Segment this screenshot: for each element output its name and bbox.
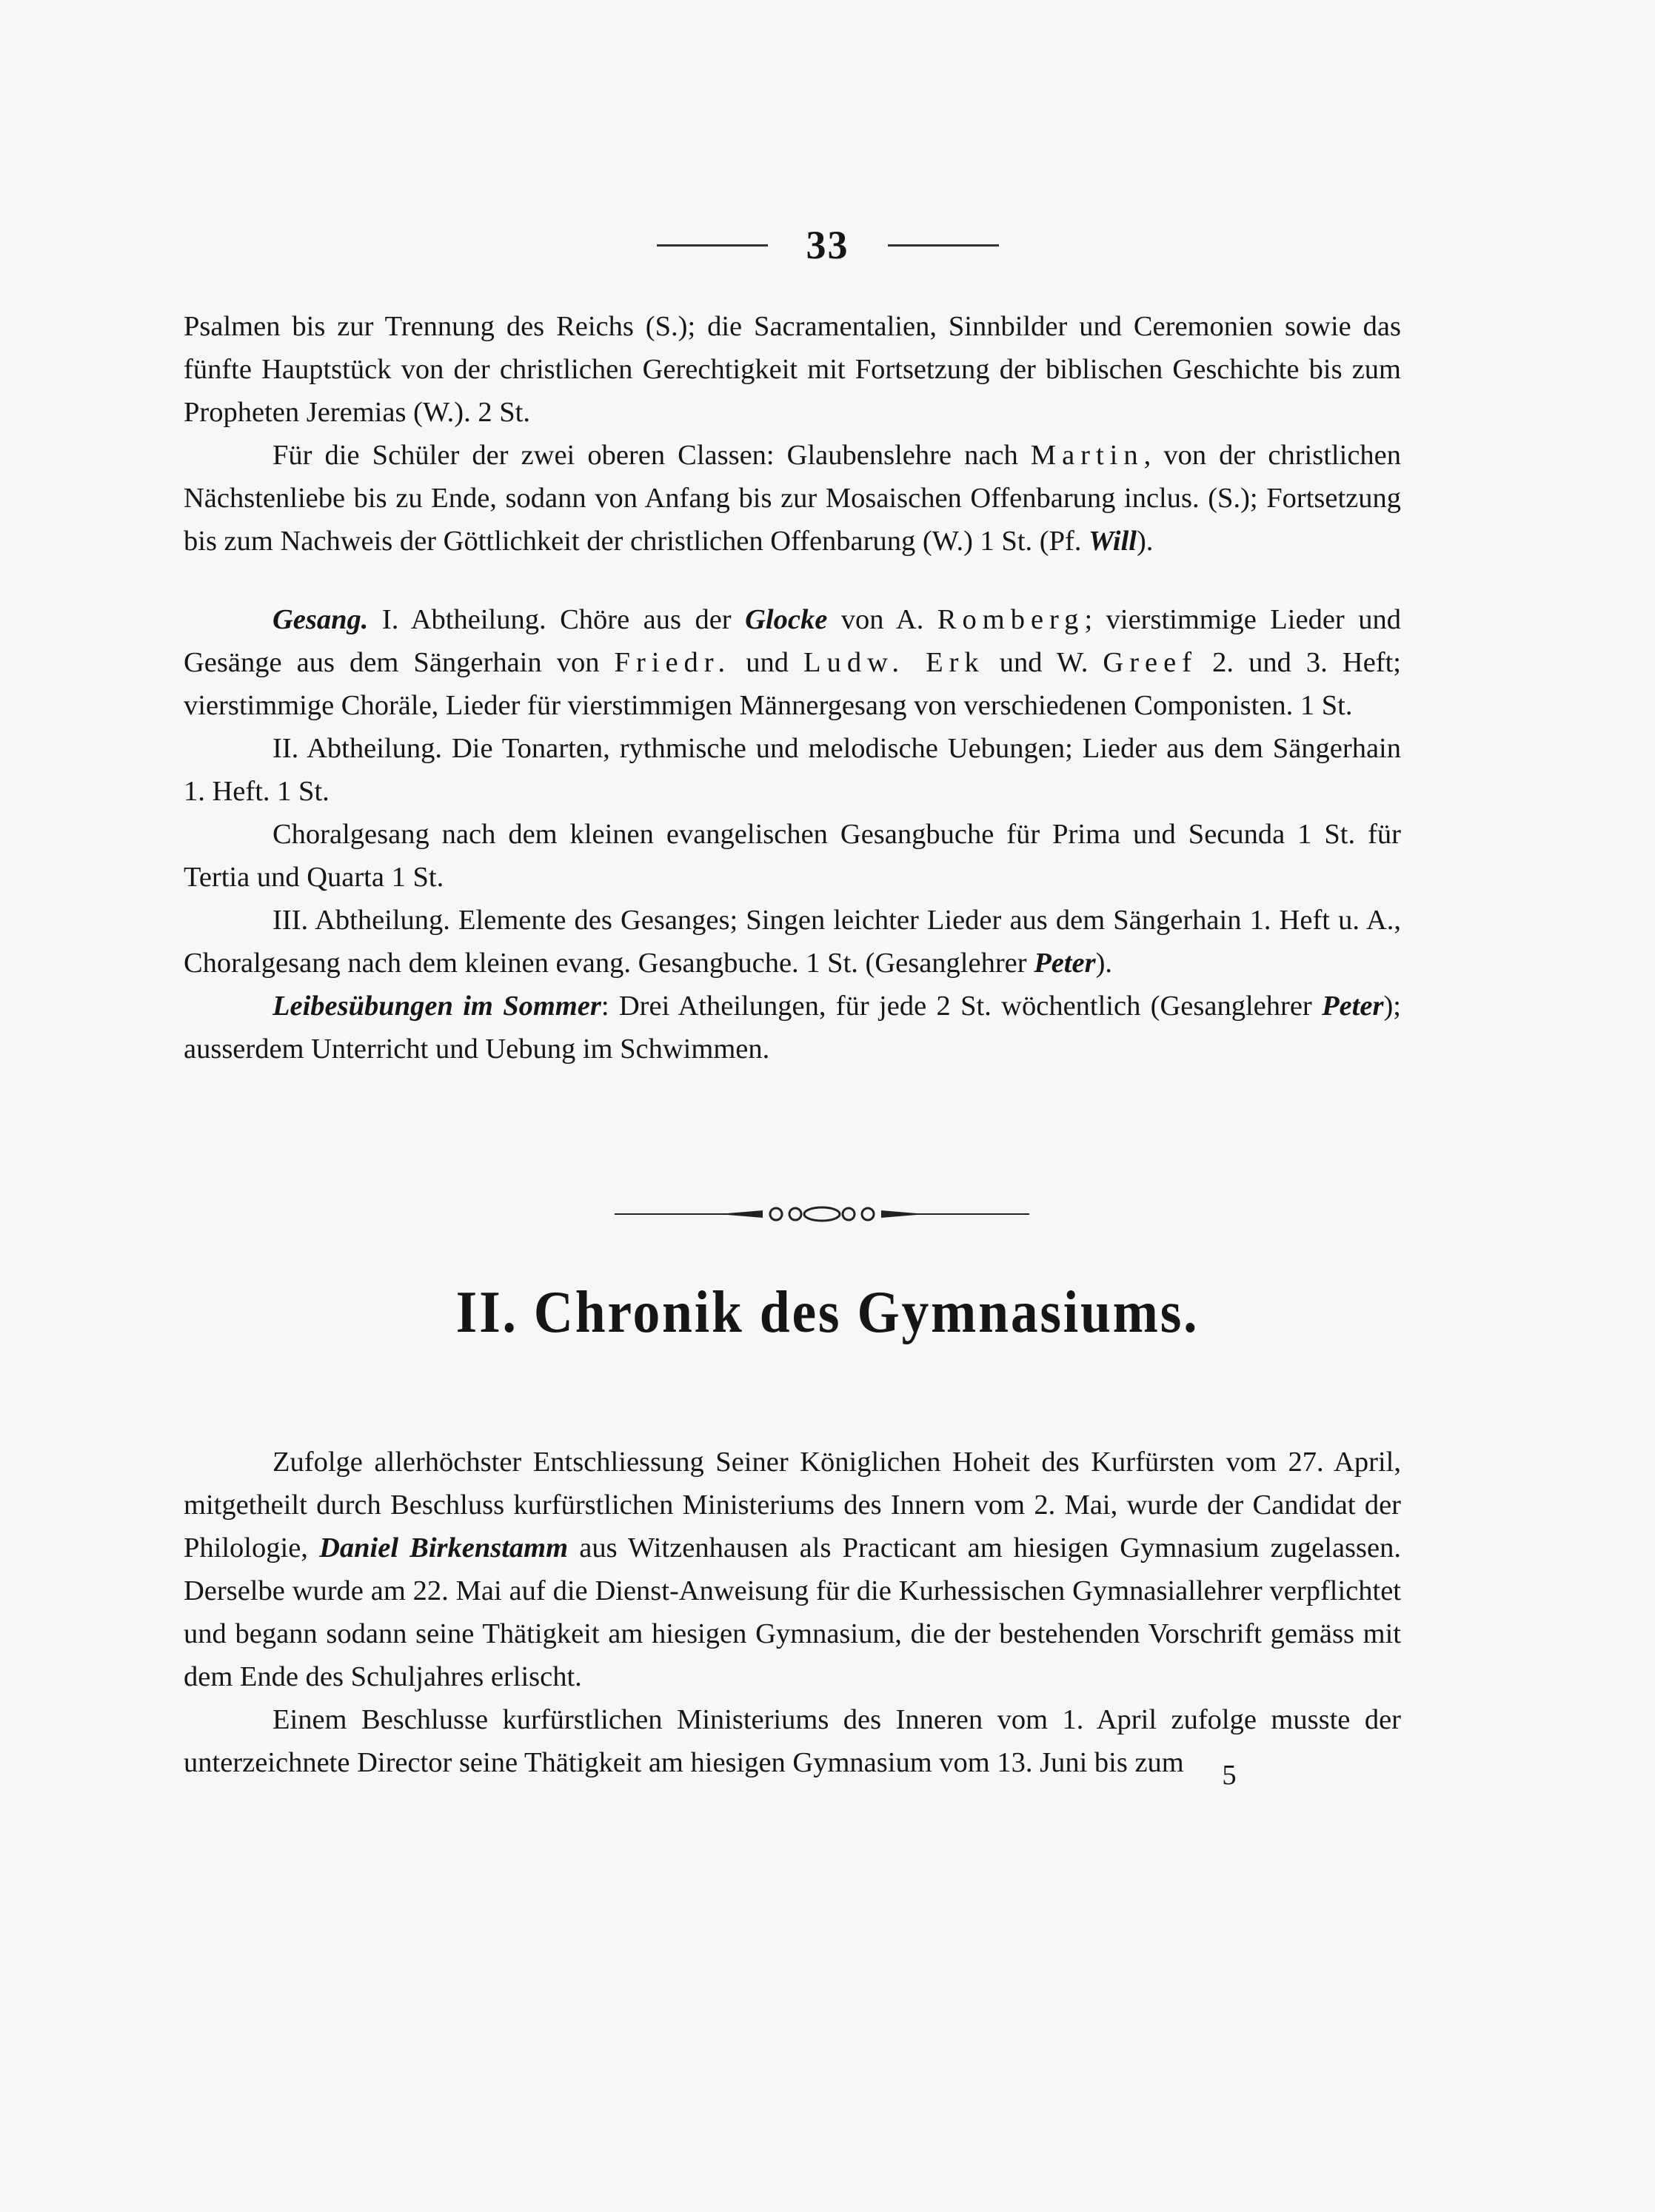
paragraph-choralgesang: Choralgesang nach dem kleinen evangelischen Gesangbuche für Prima und Secunda 1 St. für Tertia und Quarta 1 St. [184, 819, 1401, 893]
paragraph-religion-lower: Psalmen bis zur Trennung des Reichs (S.); die Sacramentalien, Sinnbilder und Ceremonien sowie das fünfte Hauptstück von der christlichen Gerechtigkeit mit Fortsetzung der biblischen Geschichte bis zum Propheten Jeremias (W.). 2 St. [184, 311, 1401, 428]
teacher-name: Peter [1322, 991, 1384, 1022]
page-header [0, 222, 1655, 268]
paragraph-religion-upper: Für die Schüler der zwei oberen Classen: Glaubenslehre nach Martin, von der christlichen Nächstenliebe bis zu Ende, sodann von Anfang bis zur Mosaischen Offenbarung inclus. (S.); Fortsetzung bis zum Nachweis der Göttlichkeit der christlichen Offenbarung (W.) 1 St. (Pf. Will). [184, 440, 1401, 557]
work-title: Glocke [745, 604, 828, 635]
header-rule-right [888, 244, 999, 247]
teacher-name: Will [1089, 526, 1137, 557]
subject-label-gesang: Gesang. [273, 604, 369, 635]
paragraph-gesang: Gesang. I. Abtheilung. Chöre aus der Glocke von A. Romberg; vierstimmige Lieder und Gesänge aus dem Sängerhain von Friedr. und Ludw. Erk und W. Greef 2. und 3. Heft; vierstimmige Choräle, Lieder für vierstimmigen Männergesang von verschiedenen Componisten. 1 St. [184, 604, 1401, 721]
composer-name: Romberg [937, 604, 1085, 635]
curriculum-section [184, 305, 1401, 1070]
subject-label-leibesuebungen: Leibesübungen im Sommer [273, 991, 601, 1022]
paragraph-chronik-2: Einem Beschlusse kurfürstlichen Ministeriums des Inneren vom 1. April zufolge musste der unterzeichnete Director seine Thätigkeit am hiesigen Gymnasium vom 13. Juni bis zum [184, 1704, 1401, 1778]
signature-mark: 5 [1222, 1760, 1237, 1791]
header-rule-left [657, 244, 768, 247]
ornament-divider [615, 1199, 1029, 1229]
teacher-name: Peter [1034, 948, 1096, 979]
page-number: 33 [806, 223, 849, 267]
paragraph-abtheilung-3: III. Abtheilung. Elemente des Gesanges; Singen leichter Lieder aus dem Sängerhain 1. Heft u. A., Choralgesang nach dem kleinen evang. Gesangbuche. 1 St. (Gesanglehrer Peter). [184, 905, 1401, 979]
paragraph-chronik-1: Zufolge allerhöchster Entschliessung Seiner Königlichen Hoheit des Kurfürsten vom 27. April, mitgetheilt durch Beschluss kurfürstlichen Ministeriums des Innern vom 2. Mai, wurde der Candidat der Philologie, Daniel Birkenstamm aus Witzenhausen als Practicant am hiesigen Gymnasium zugelassen. Derselbe wurde am 22. Mai auf die Dienst-Anweisung für die Kurhessischen Gymnasiallehrer verpflichtet und begann sodann seine Thätigkeit am hiesigen Gymnasium, die der bestehenden Vorschrift gemäss mit dem Ende des Schuljahres erlischt. [184, 1447, 1401, 1692]
paragraph-leibesuebungen: Leibesübungen im Sommer: Drei Atheilungen, für jede 2 St. wöchentlich (Gesanglehrer Peter); ausserdem Unterricht und Uebung im Schwimmen. [184, 991, 1401, 1065]
author-name: Martin [1030, 440, 1144, 471]
person-name: Daniel Birkenstamm [319, 1532, 569, 1564]
chronik-section [184, 1441, 1401, 1784]
paragraph-abtheilung-2: II. Abtheilung. Die Tonarten, rythmische und melodische Uebungen; Lieder aus dem Sängerhain 1. Heft. 1 St. [184, 733, 1401, 807]
section-title: II. Chronik des Gymnasiums. [455, 1280, 1200, 1345]
